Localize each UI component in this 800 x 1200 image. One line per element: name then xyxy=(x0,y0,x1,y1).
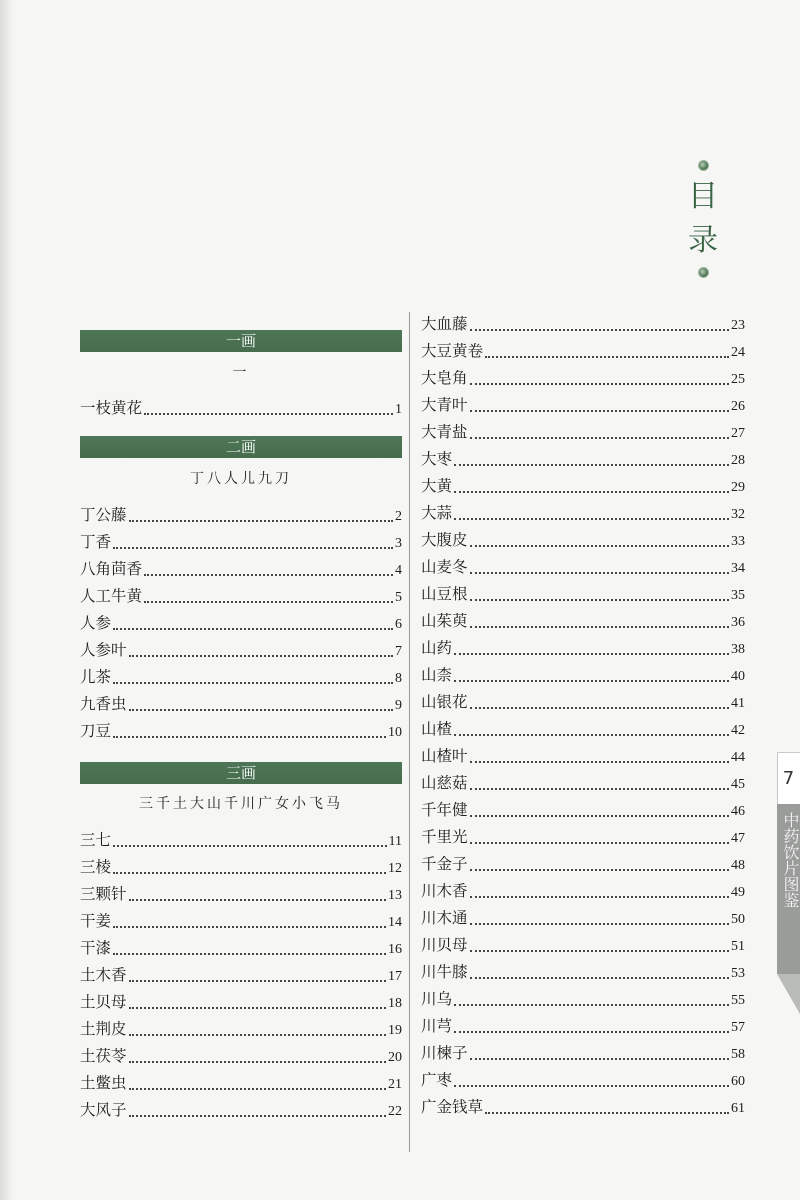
dot-leader xyxy=(454,734,729,736)
entry-name: 干姜 xyxy=(80,912,112,930)
dot-leader xyxy=(113,845,387,847)
entry-page-number: 10 xyxy=(388,725,402,740)
dot-leader xyxy=(485,356,729,358)
entry-name: 大皂角 xyxy=(421,369,468,387)
entry-name: 千里光 xyxy=(421,828,468,846)
toc-entry[interactable] xyxy=(80,557,402,584)
toc-entry[interactable] xyxy=(421,636,745,663)
entry-page-number: 51 xyxy=(731,939,745,954)
entry-name: 土茯苓 xyxy=(80,1047,127,1065)
toc-entry[interactable] xyxy=(421,366,745,393)
entry-name: 川木香 xyxy=(421,882,468,900)
toc-entry[interactable] xyxy=(421,555,745,582)
entry-page-number: 18 xyxy=(388,996,402,1011)
entry-name: 人参叶 xyxy=(80,641,127,659)
entry-page-number: 45 xyxy=(731,777,745,792)
entry-name: 大风子 xyxy=(80,1101,127,1119)
dot-leader xyxy=(454,1004,729,1006)
entry-page-number: 7 xyxy=(395,644,402,659)
entry-page-number: 57 xyxy=(731,1020,745,1035)
entry-name: 大腹皮 xyxy=(421,531,468,549)
entry-name: 土贝母 xyxy=(80,993,127,1011)
entry-page-number: 5 xyxy=(395,590,402,605)
entry-name: 大蒜 xyxy=(421,504,453,522)
entry-name: 九香虫 xyxy=(80,695,127,713)
toc-entry[interactable] xyxy=(80,1044,402,1071)
dot-leader xyxy=(470,626,729,628)
section-radicals: 一 xyxy=(232,365,250,381)
section-heading: 一画 xyxy=(80,330,402,352)
entry-page-number: 35 xyxy=(731,588,745,603)
dot-leader xyxy=(129,1115,386,1117)
toc-entry[interactable] xyxy=(80,855,402,882)
dot-leader xyxy=(113,926,386,928)
entry-name: 山楂叶 xyxy=(421,747,468,765)
entry-page-number: 21 xyxy=(388,1077,402,1092)
entry-page-number: 4 xyxy=(395,563,402,578)
entry-page-number: 1 xyxy=(395,402,402,417)
dot-leader xyxy=(113,872,386,874)
toc-entry[interactable] xyxy=(80,1098,402,1125)
dot-leader xyxy=(470,545,729,547)
dot-leader xyxy=(454,518,729,520)
dot-leader xyxy=(470,329,729,331)
entry-name: 大青盐 xyxy=(421,423,468,441)
entry-name: 一枝黄花 xyxy=(80,399,143,417)
toc-entry[interactable] xyxy=(421,852,745,879)
entry-name: 大血藤 xyxy=(421,315,468,333)
entry-page-number: 11 xyxy=(388,834,402,849)
toc-entry[interactable] xyxy=(421,717,745,744)
entry-page-number: 41 xyxy=(731,696,745,711)
toc-entry[interactable] xyxy=(421,474,745,501)
entry-page-number: 3 xyxy=(395,536,402,551)
toc-entry[interactable] xyxy=(80,503,402,530)
dot-leader xyxy=(129,899,386,901)
entry-name: 山茱萸 xyxy=(421,612,468,630)
entry-page-number: 24 xyxy=(731,345,745,360)
entry-page-number: 27 xyxy=(731,426,745,441)
dot-leader xyxy=(470,977,729,979)
entry-page-number: 32 xyxy=(731,507,745,522)
dot-leader xyxy=(470,842,729,844)
entry-name: 山麦冬 xyxy=(421,558,468,576)
entry-name: 儿茶 xyxy=(80,668,112,686)
dot-leader xyxy=(454,1031,729,1033)
entry-name: 大黄 xyxy=(421,477,453,495)
dot-leader xyxy=(144,413,393,415)
book-title-vertical: 中药饮片图鉴 xyxy=(781,812,800,908)
toc-entry[interactable] xyxy=(80,1017,402,1044)
dot-leader xyxy=(129,1088,386,1090)
toc-entry[interactable] xyxy=(421,960,745,987)
toc-entry[interactable] xyxy=(421,1068,745,1095)
dot-leader xyxy=(129,709,393,711)
dot-leader xyxy=(470,761,729,763)
entry-page-number: 28 xyxy=(731,453,745,468)
toc-entry[interactable] xyxy=(80,584,402,611)
entry-page-number: 38 xyxy=(731,642,745,657)
toc-entry[interactable] xyxy=(421,798,745,825)
entry-page-number: 20 xyxy=(388,1050,402,1065)
entry-name: 三颗针 xyxy=(80,885,127,903)
entry-name: 川楝子 xyxy=(421,1044,468,1062)
entry-page-number: 49 xyxy=(731,885,745,900)
dot-leader xyxy=(470,572,729,574)
entry-name: 刀豆 xyxy=(80,722,112,740)
dot-leader xyxy=(454,491,729,493)
toc-entry[interactable] xyxy=(80,936,402,963)
dot-leader xyxy=(113,628,393,630)
toc-entry[interactable] xyxy=(421,1095,745,1122)
entry-name: 丁香 xyxy=(80,533,112,551)
toc-entry[interactable] xyxy=(80,882,402,909)
entry-name: 大青叶 xyxy=(421,396,468,414)
toc-entry[interactable] xyxy=(80,963,402,990)
entry-name: 广枣 xyxy=(421,1071,453,1089)
entry-name: 川贝母 xyxy=(421,936,468,954)
side-tab xyxy=(777,752,800,1014)
entry-name: 人参 xyxy=(80,614,112,632)
toc-entry[interactable] xyxy=(421,339,745,366)
toc-entry[interactable] xyxy=(421,933,745,960)
toc-entry[interactable] xyxy=(421,663,745,690)
dot-leader xyxy=(470,707,729,709)
toc-entry[interactable] xyxy=(80,1071,402,1098)
entry-page-number: 12 xyxy=(388,861,402,876)
entry-page-number: 19 xyxy=(388,1023,402,1038)
dot-leader xyxy=(454,464,729,466)
entry-name: 川芎 xyxy=(421,1017,453,1035)
title-char-2: 录 xyxy=(688,223,718,258)
dot-leader xyxy=(470,410,729,412)
entry-page-number: 29 xyxy=(731,480,745,495)
dot-leader xyxy=(485,1112,729,1114)
entry-name: 三七 xyxy=(80,831,112,849)
entry-name: 土鳖虫 xyxy=(80,1074,127,1092)
entry-page-number: 33 xyxy=(731,534,745,549)
column-divider xyxy=(409,312,410,1152)
toc-entry[interactable] xyxy=(421,825,745,852)
entry-name: 干漆 xyxy=(80,939,112,957)
entry-page-number: 60 xyxy=(731,1074,745,1089)
entry-name: 山慈菇 xyxy=(421,774,468,792)
entry-page-number: 44 xyxy=(731,750,745,765)
entry-name: 川乌 xyxy=(421,990,453,1008)
toc-entry[interactable] xyxy=(80,638,402,665)
entry-page-number: 23 xyxy=(731,318,745,333)
dot-leader xyxy=(470,869,729,871)
entry-page-number: 46 xyxy=(731,804,745,819)
entry-name: 川木通 xyxy=(421,909,468,927)
entry-page-number: 53 xyxy=(731,966,745,981)
toc-entry[interactable] xyxy=(421,771,745,798)
toc-entry[interactable] xyxy=(421,987,745,1014)
section-heading: 三画 xyxy=(80,762,402,784)
entry-name: 丁公藤 xyxy=(80,506,127,524)
toc-entry[interactable] xyxy=(421,1014,745,1041)
entry-page-number: 50 xyxy=(731,912,745,927)
entry-page-number: 58 xyxy=(731,1047,745,1062)
entry-name: 大枣 xyxy=(421,450,453,468)
entry-name: 三棱 xyxy=(80,858,112,876)
toc-right-column xyxy=(421,0,749,1200)
page-number: 7 xyxy=(782,768,795,789)
dot-leader xyxy=(470,383,729,385)
dot-leader xyxy=(470,437,729,439)
entry-page-number: 8 xyxy=(395,671,402,686)
toc-left-column xyxy=(80,0,402,1200)
entry-page-number: 40 xyxy=(731,669,745,684)
entry-page-number: 47 xyxy=(731,831,745,846)
entry-name: 广金钱草 xyxy=(421,1098,484,1116)
toc-entry[interactable] xyxy=(421,420,745,447)
section-radicals: 丁八人儿九刀 xyxy=(190,471,292,487)
toc-entry[interactable] xyxy=(421,690,745,717)
toc-entry[interactable] xyxy=(421,744,745,771)
toc-entry[interactable] xyxy=(421,312,745,339)
entry-page-number: 17 xyxy=(388,969,402,984)
toc-entry[interactable] xyxy=(421,582,745,609)
toc-entry[interactable] xyxy=(80,396,402,423)
toc-entry[interactable] xyxy=(421,609,745,636)
toc-entry[interactable] xyxy=(421,1041,745,1068)
toc-entry[interactable] xyxy=(80,692,402,719)
entry-page-number: 25 xyxy=(731,372,745,387)
dot-leader xyxy=(113,953,386,955)
entry-name: 大豆黄卷 xyxy=(421,342,484,360)
toc-entry[interactable] xyxy=(80,828,402,855)
side-tab-tip xyxy=(777,974,800,1014)
toc-entry[interactable] xyxy=(421,501,745,528)
dot-leader xyxy=(454,1085,729,1087)
entry-name: 山药 xyxy=(421,639,453,657)
dot-leader xyxy=(129,520,393,522)
dot-leader xyxy=(144,574,393,576)
entry-name: 川牛膝 xyxy=(421,963,468,981)
entry-name: 千年健 xyxy=(421,801,468,819)
toc-entry[interactable] xyxy=(421,879,745,906)
toc-entry[interactable] xyxy=(80,909,402,936)
dot-leader xyxy=(470,788,729,790)
dot-leader xyxy=(470,896,729,898)
dot-leader xyxy=(113,736,386,738)
entry-name: 山楂 xyxy=(421,720,453,738)
entry-name: 山银花 xyxy=(421,693,468,711)
entry-page-number: 13 xyxy=(388,888,402,903)
dot-leader xyxy=(470,950,729,952)
entry-page-number: 2 xyxy=(395,509,402,524)
entry-name: 山豆根 xyxy=(421,585,468,603)
toc-entry[interactable] xyxy=(421,906,745,933)
page-gutter-shadow xyxy=(0,0,14,1200)
entry-name: 千金子 xyxy=(421,855,468,873)
toc-entry[interactable] xyxy=(80,665,402,692)
entry-name: 人工牛黄 xyxy=(80,587,143,605)
dot-leader xyxy=(129,1034,386,1036)
dot-leader xyxy=(144,601,393,603)
entry-page-number: 26 xyxy=(731,399,745,414)
dot-leader xyxy=(113,682,393,684)
toc-entry[interactable] xyxy=(80,611,402,638)
dot-leader xyxy=(470,599,729,601)
dot-leader xyxy=(129,980,386,982)
entry-page-number: 22 xyxy=(388,1104,402,1119)
toc-entry[interactable] xyxy=(80,990,402,1017)
dot-leader xyxy=(113,547,393,549)
entry-name: 八角茴香 xyxy=(80,560,143,578)
toc-entry[interactable] xyxy=(80,530,402,557)
entry-page-number: 48 xyxy=(731,858,745,873)
entry-name: 土木香 xyxy=(80,966,127,984)
dot-leader xyxy=(470,815,729,817)
entry-page-number: 61 xyxy=(731,1101,745,1116)
title-char-1: 目 xyxy=(688,179,718,214)
section-heading: 二画 xyxy=(80,436,402,458)
entry-page-number: 55 xyxy=(731,993,745,1008)
dot-leader xyxy=(129,1061,386,1063)
dot-leader xyxy=(470,1058,729,1060)
entry-name: 山柰 xyxy=(421,666,453,684)
entry-page-number: 34 xyxy=(731,561,745,576)
toc-entry[interactable] xyxy=(421,393,745,420)
entry-name: 土荆皮 xyxy=(80,1020,127,1038)
entry-page-number: 16 xyxy=(388,942,402,957)
dot-leader xyxy=(129,655,393,657)
entry-page-number: 6 xyxy=(395,617,402,632)
dot-leader xyxy=(470,923,729,925)
dot-leader xyxy=(129,1007,386,1009)
toc-entry[interactable] xyxy=(421,528,745,555)
entry-page-number: 14 xyxy=(388,915,402,930)
toc-entry[interactable] xyxy=(80,719,402,746)
toc-entry[interactable] xyxy=(421,447,745,474)
entry-page-number: 36 xyxy=(731,615,745,630)
dot-leader xyxy=(454,653,729,655)
section-radicals: 三千土大山千川广女小飞马 xyxy=(139,796,343,812)
dot-leader xyxy=(454,680,729,682)
entry-page-number: 42 xyxy=(731,723,745,738)
entry-page-number: 9 xyxy=(395,698,402,713)
